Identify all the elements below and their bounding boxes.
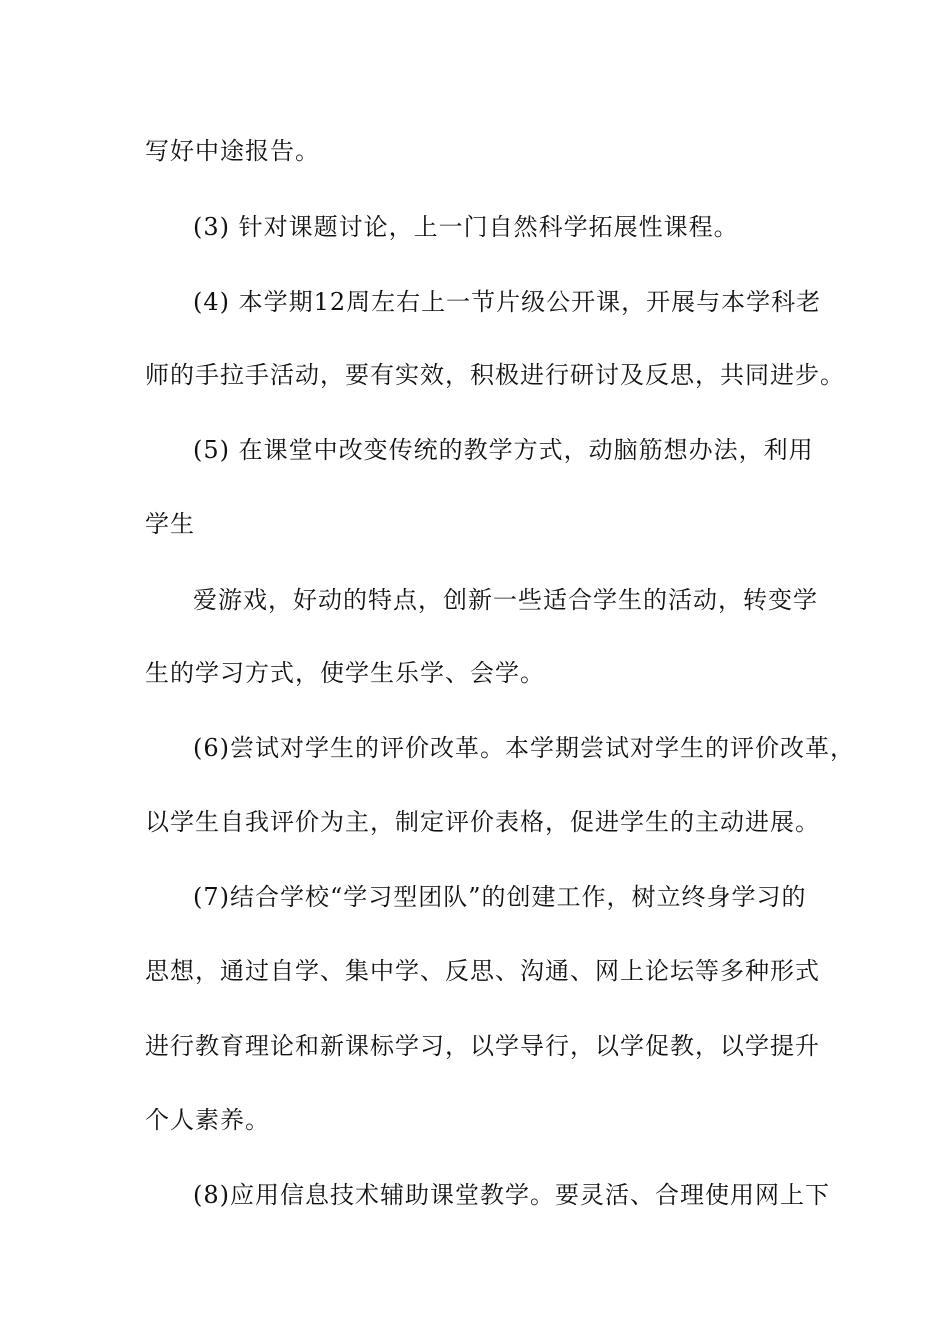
text-line-12: 思想，通过自学、集中学、反思、沟通、网上论坛等多种形式 bbox=[145, 957, 820, 985]
text-line-3: (4) 本学期12周左右上一节片级公开课，开展与本学科老 bbox=[193, 288, 822, 316]
text-line-9: (6)尝试对学生的评价改革。本学期尝试对学生的评价改革， bbox=[193, 734, 855, 762]
text-line-10: 以学生自我评价为主，制定评价表格，促进学生的主动进展。 bbox=[145, 808, 820, 836]
text-line-11: (7)结合学校“学习型团队”的创建工作，树立终身学习的 bbox=[193, 883, 807, 911]
text-line-1: 写好中途报告。 bbox=[145, 137, 320, 165]
text-line-4: 师的手拉手活动，要有实效，积极进行研讨及反思，共同进步。 bbox=[145, 361, 845, 389]
text-line-8: 生的学习方式，使学生乐学、会学。 bbox=[145, 659, 545, 687]
text-line-7: 爱游戏，好动的特点，创新一些适合学生的活动，转变学 bbox=[193, 586, 818, 614]
text-line-15: (8)应用信息技术辅助课堂教学。要灵活、合理使用网上下 bbox=[193, 1181, 830, 1209]
text-line-2: (3) 针对课题讨论，上一门自然科学拓展性课程。 bbox=[193, 213, 739, 241]
text-line-6: 学生 bbox=[145, 510, 195, 538]
text-line-14: 个人素养。 bbox=[145, 1106, 270, 1134]
text-line-13: 进行教育理论和新课标学习，以学导行，以学促教，以学提升 bbox=[145, 1032, 820, 1060]
text-line-5: (5) 在课堂中改变传统的教学方式，动脑筋想办法，利用 bbox=[193, 436, 814, 464]
